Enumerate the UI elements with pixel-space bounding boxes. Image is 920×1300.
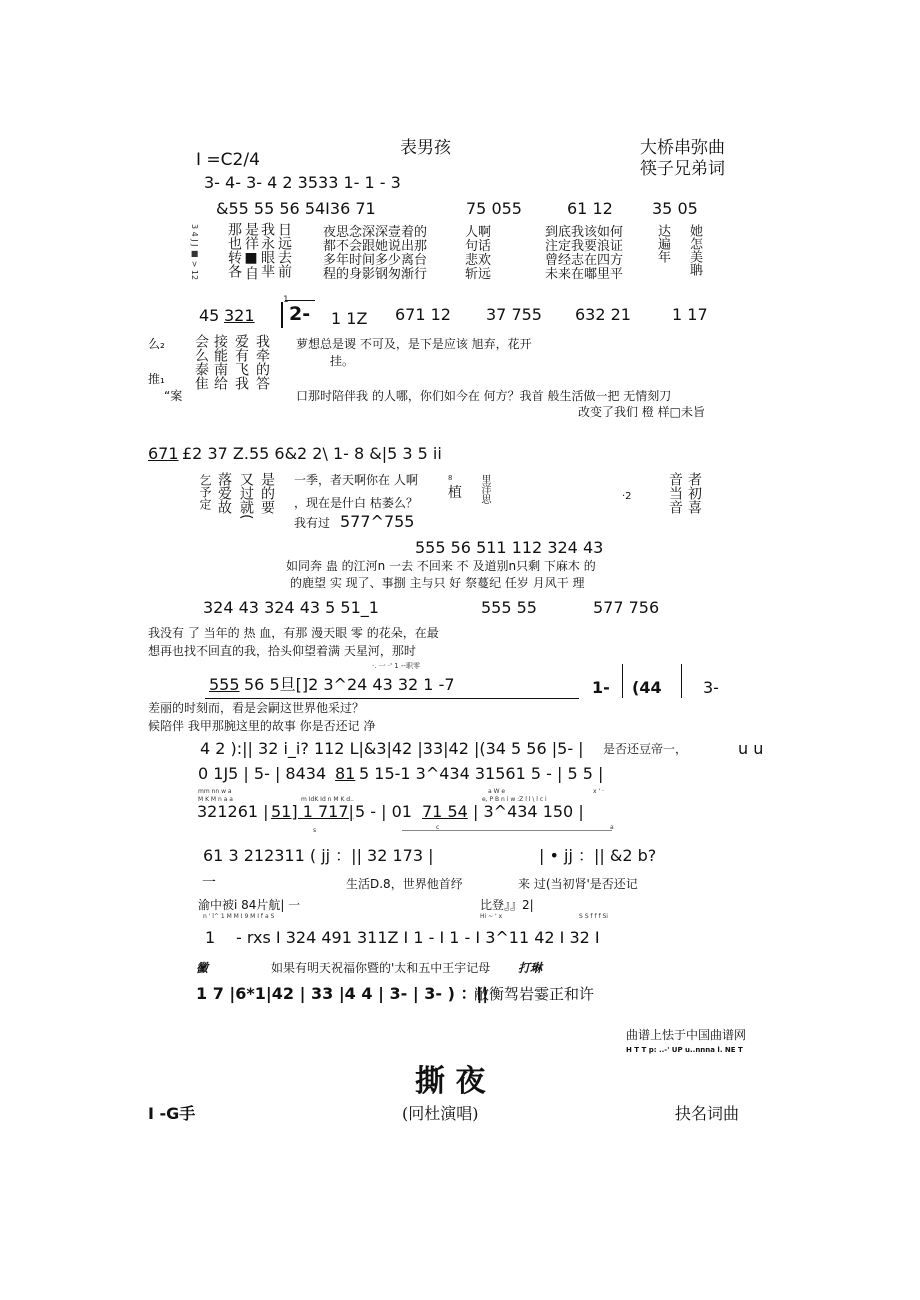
key-signature: I =C2/4 bbox=[196, 150, 260, 170]
small-mark-13: a bbox=[610, 824, 614, 831]
notation-line-12a: 1 bbox=[205, 928, 216, 947]
lyric-row2-col4: 我牵的答 bbox=[254, 334, 270, 390]
thin-rule bbox=[402, 830, 612, 831]
lyric-row2-line2: 挂。 bbox=[330, 354, 355, 368]
notation-line-10c: 5 - | 01 bbox=[355, 802, 412, 821]
lyric-row7-d: 渝中被i 84片航| 一 bbox=[198, 898, 301, 912]
song2-singer: (冋杜演唱) bbox=[402, 1104, 479, 1123]
notation-line-3f: 37 755 bbox=[486, 305, 542, 324]
notation-line-2b: 75 055 bbox=[466, 199, 522, 218]
notation-line-2d: 35 05 bbox=[652, 199, 698, 218]
lyric-row8-b: 如果有明天祝福你暨的'太和五中王宇记母 bbox=[271, 961, 491, 975]
lyric-row3-col1: 乞予定 bbox=[198, 474, 212, 510]
notation-line-3b: 321 bbox=[224, 306, 255, 325]
small-marks-7: n ' l^ 1 M M I 9 M I f a S bbox=[203, 913, 275, 920]
notation-line-4c: 577^755 bbox=[340, 512, 415, 531]
lyric-row4-line1: 如同奔 蛊 的江河n 一去 不回来 不 及道别n只剩 下麻木 的 bbox=[286, 559, 596, 573]
lyric-row3-right2: 者初喜 bbox=[686, 472, 702, 514]
notation-line-10e: | 3^434 150 | bbox=[473, 802, 584, 821]
lyric-col-d2: 她怎美聃 bbox=[687, 224, 702, 276]
notation-line-2c: 61 12 bbox=[567, 199, 613, 218]
lyric-row3-line1: 一季，者天啊你在 人啊 bbox=[294, 473, 418, 487]
lyric-row6-line2: 候陪伴 我甲那腕这里的故事 你是否还记 净 bbox=[148, 719, 376, 733]
small-marks-left: 3 4 J J ■ > 12 bbox=[190, 224, 199, 281]
lyric-row2-col2: 接能南给 bbox=[212, 334, 228, 390]
lyric-line: 斩远 bbox=[465, 267, 492, 282]
lyric-row3-dot: ·2 bbox=[622, 491, 632, 502]
small-marks-5: e, P B n i w :Z l l \ l c i bbox=[482, 796, 547, 803]
notation-line-7b: 56 5旦[]2 3^24 43 32 1 -7 bbox=[244, 675, 455, 694]
lyric-row2-col1: 会么泰隹 bbox=[193, 334, 209, 390]
notation-line-7a: 555 bbox=[209, 675, 240, 694]
lyric-row2-line1: 萝想总是谡 不可及，是下是应该 旭弃，花开 bbox=[296, 337, 532, 351]
lyric-line: 曾经志在四方 bbox=[545, 253, 624, 268]
lyric-row8-c: 打琳 bbox=[518, 961, 543, 975]
notation-line-3a: 45 bbox=[199, 306, 220, 325]
lyric-line: 注定我要浪证 bbox=[545, 239, 624, 254]
notation-line-7c: 1- bbox=[592, 678, 610, 697]
small-marks-4: a W e bbox=[488, 788, 506, 795]
lyric-row3-line2: ，现在是什白 枯萎么？ bbox=[294, 496, 418, 510]
notation-line-12b: - rxs I 324 491 311Z I 1 - I 1 - I 3^11 42 I 32 I bbox=[236, 928, 600, 947]
lyric-line: 程的身影钢匆渐行 bbox=[323, 267, 428, 282]
lyric-line: 到底我该如何 bbox=[545, 225, 624, 240]
lyric-block-c bbox=[545, 226, 623, 282]
lyric-line: 未来在嘟里平 bbox=[545, 267, 624, 282]
volta-number: 1 bbox=[283, 295, 289, 305]
small-marks-8: Hi ~ ' x bbox=[480, 913, 503, 920]
notation-line-4b: £2 37 Z.55 6&2 2\ 1- 8 &|5 3 5 ii bbox=[182, 444, 442, 463]
lyricist: 筷子兄弟词 bbox=[640, 159, 725, 179]
lyric-row8-a: 黴 bbox=[196, 961, 209, 975]
notation-line-8b: u u bbox=[738, 739, 764, 758]
song2-key: I -G手 bbox=[148, 1104, 196, 1123]
notation-line-8a: 4 2 ):|| 32 i_i? 112 L|&3|42 |33|42 |(34 5 56 |5- | bbox=[200, 739, 584, 758]
small-marks-9: S S f f f Si bbox=[579, 913, 608, 920]
notation-line-3h: 1 17 bbox=[672, 305, 708, 324]
lyric-line: 夜思念深深壹着的 bbox=[323, 225, 428, 240]
small-mark-12: c bbox=[436, 824, 440, 831]
lyric-mark-3: “案 bbox=[164, 389, 183, 403]
lyric-col-1: 那也转各 bbox=[226, 222, 242, 278]
lyric-col-d1: 达遍年 bbox=[655, 224, 670, 263]
volta-bracket bbox=[285, 300, 315, 301]
notation-line-13: 1 7 |6*1|42 | 33 |4 4 | 3- | 3- ) ：|| bbox=[196, 984, 489, 1003]
small-mark-11: s bbox=[313, 827, 317, 834]
song2-title: 撕 夜 bbox=[415, 1064, 486, 1099]
lyric-row3-col2: 落爱故 bbox=[216, 472, 232, 514]
small-marks-10: ·. 一 ·' 1 --职零 bbox=[372, 662, 421, 670]
lyric-row6-line1: 差丽的时刻而，看是会嗣这世界他采过？ bbox=[148, 701, 365, 715]
lyric-line: 悲欢 bbox=[465, 253, 492, 268]
notation-line-7d: (44 bbox=[632, 678, 662, 697]
notation-line-1: 3- 4- 3- 4 2 3533 1- 1 - 3 bbox=[204, 173, 401, 192]
lyric-row3-mid: 里洋思 bbox=[479, 474, 490, 504]
lyric-row3-line3: 我有过 bbox=[294, 516, 331, 530]
song-title: 表男孩 bbox=[400, 138, 451, 158]
lyric-row4-line2: 的鹿望 实 现了、事捌 主与只 好 祭蔓纪 任岁 月风干 理 bbox=[290, 576, 585, 590]
bar-line bbox=[622, 664, 623, 698]
notation-line-6a: 324 43 324 43 5 51_1 bbox=[203, 598, 379, 617]
lyric-line: 多年时间多少离台 bbox=[323, 253, 428, 268]
lyric-col-3: 我永眼芈 bbox=[259, 222, 275, 278]
notation-line-6b: 555 55 bbox=[481, 598, 537, 617]
lyric-row3-col4: 是的要 bbox=[259, 472, 275, 514]
lyric-row9-tail: 敝衡驾岩霎正和许 bbox=[474, 985, 595, 1003]
lyric-row5-line2: 想再也找不回直的我，拾头仰望着满 天星河，那时 bbox=[148, 644, 416, 658]
underline-rule bbox=[205, 698, 579, 699]
lyric-row3-col3: 又过就( bbox=[238, 472, 254, 520]
notation-line-3g: 632 21 bbox=[575, 305, 631, 324]
notation-line-3c: 2- bbox=[289, 303, 311, 325]
lyric-line: 都不会跟她说出那 bbox=[323, 239, 428, 254]
lyric-row7-e: 比登』』2| bbox=[480, 898, 534, 912]
notation-line-6c: 577 756 bbox=[593, 598, 660, 617]
small-marks-1: mm nn w a bbox=[198, 788, 232, 795]
lyric-block-b bbox=[465, 226, 491, 282]
notation-line-10a: 321261 | bbox=[197, 802, 269, 821]
lyric-row2-line4: 改变了我们 橙 样□未旨 bbox=[578, 405, 705, 419]
lyric-mark-2: 推₁ bbox=[148, 372, 165, 386]
lyric-row2-col3: 爱有飞我 bbox=[233, 334, 249, 390]
notation-line-11b: | • jj ：|| &2 b? bbox=[539, 846, 657, 865]
notation-line-2a: &55 55 56 54I36 71 bbox=[216, 199, 376, 218]
lyric-row7-b: 生活D.8，世界他首纾 bbox=[346, 877, 463, 891]
notation-line-4a: 671 bbox=[148, 444, 179, 463]
lyric-row3-right1: 音当音 bbox=[667, 472, 683, 514]
lyric-row7-c: 来 过(当初肾'是否还记 bbox=[518, 877, 638, 891]
notation-line-3e: 671 12 bbox=[395, 305, 451, 324]
small-mark-8: 8 bbox=[448, 474, 453, 482]
notation-line-10b: 51] 1 717| bbox=[271, 802, 354, 821]
small-marks-3: m IdK Id n M K d.. bbox=[301, 796, 354, 803]
lyric-mark-1: 么₂ bbox=[148, 337, 165, 351]
notation-line-5: 555 56 511 112 324 43 bbox=[415, 538, 604, 557]
lyric-col-2: 是徉■自 bbox=[243, 222, 259, 280]
lyric-row5-line1: 我没有 了 当年的 热 血，有那 漫天眼 零 的花朵，在最 bbox=[148, 626, 439, 640]
bar-line bbox=[681, 664, 682, 698]
source-url: H T T p: ..-' UP u..nnna l. NE T bbox=[626, 1046, 743, 1054]
lyric-block-a bbox=[323, 226, 427, 282]
lyric-row3-zhi: 植 bbox=[448, 485, 462, 501]
composer: 大桥串弥曲 bbox=[640, 138, 725, 158]
source-text: 曲谱上怯于中国曲谱网 bbox=[626, 1028, 747, 1042]
small-marks-2: M K M n a a bbox=[198, 796, 233, 803]
lyric-row6-right: 是否还豆帝一， bbox=[603, 742, 688, 756]
notation-line-9a: 0 1J5 | 5- | 8434 bbox=[198, 764, 327, 783]
small-marks-6: x ' · bbox=[593, 788, 604, 795]
lyric-line: 人啊 bbox=[465, 225, 492, 240]
lyric-row2-line3: 口那时陪伴我 的人哪，你们如今在 何方？我首 般生活做一把 无情刻刀 bbox=[296, 389, 672, 403]
notation-line-11a: 61 3 212311 ( jj ：|| 32 173 | bbox=[203, 846, 434, 865]
song2-credits: 抉名词曲 bbox=[675, 1104, 740, 1123]
notation-line-7e: 3- bbox=[703, 678, 719, 697]
lyric-row7-a: 一 bbox=[202, 875, 216, 891]
lyric-line: 句话 bbox=[465, 239, 492, 254]
notation-line-9b: 81 bbox=[335, 764, 356, 783]
notation-line-3d: 1 1Z bbox=[331, 309, 368, 328]
notation-line-9c: 5 15-1 3^434 31561 5 - | 5 5 | bbox=[359, 764, 604, 783]
bar-line bbox=[281, 302, 283, 328]
lyric-col-4: 日远去前 bbox=[276, 222, 292, 278]
notation-line-10d: 71 54 bbox=[422, 802, 468, 821]
